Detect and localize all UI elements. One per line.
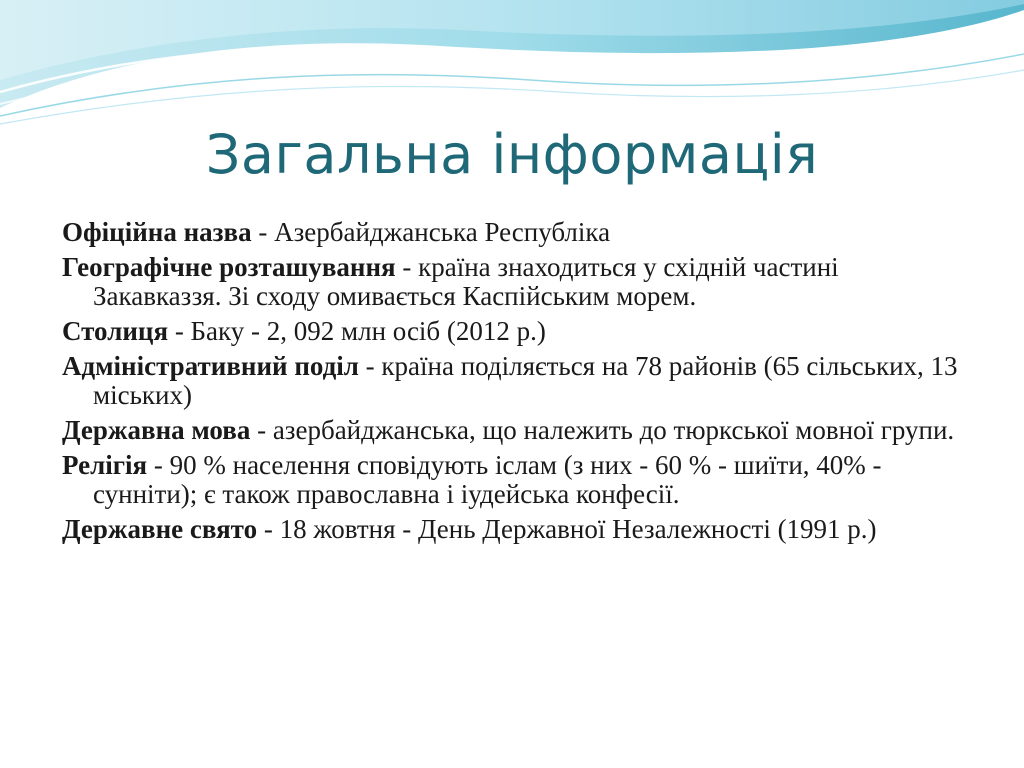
item-text: - Баку - 2, 092 млн осіб (2012 р.) <box>168 316 546 346</box>
item-term: Релігія <box>62 450 148 480</box>
item-text: - країна поділяється на 78 районів (65 сільських, 13 міських) <box>93 351 958 410</box>
item-term: Адміністративний поділ <box>62 351 359 381</box>
item-text: - Азербайджанська Республіка <box>251 217 611 247</box>
item-term: Столиця <box>62 316 169 346</box>
list-item-administrative-division <box>62 352 972 410</box>
item-term: Офіційна назва <box>62 217 252 247</box>
item-term: Географічне розташування <box>62 252 396 282</box>
slide-title: Загальна інформація <box>205 123 819 186</box>
item-term: Державна мова <box>62 415 251 445</box>
list-item-state-holiday <box>62 515 972 544</box>
wave-decoration <box>0 0 1024 130</box>
info-list <box>62 218 972 550</box>
item-text: - країна знаходиться у східній частині Закавказзя. Зі сходу омивається Каспійським морем. <box>93 252 839 311</box>
item-term: Державне свято <box>62 514 258 544</box>
list-item-geography <box>62 253 972 311</box>
item-text: - азербайджанська, що належить до тюркської мовної групи. <box>250 415 955 445</box>
list-item-religion <box>62 451 972 509</box>
list-item-official-name <box>62 218 972 247</box>
item-text: - 90 % населення сповідують іслам (з них - 60 % - шиїти, 40% - сунніти); є також православна і іудейська конфесії. <box>93 450 882 509</box>
list-item-state-language <box>62 416 972 445</box>
list-item-capital <box>62 317 972 346</box>
item-text: - 18 жовтня - День Державної Незалежності (1991 р.) <box>257 514 877 544</box>
